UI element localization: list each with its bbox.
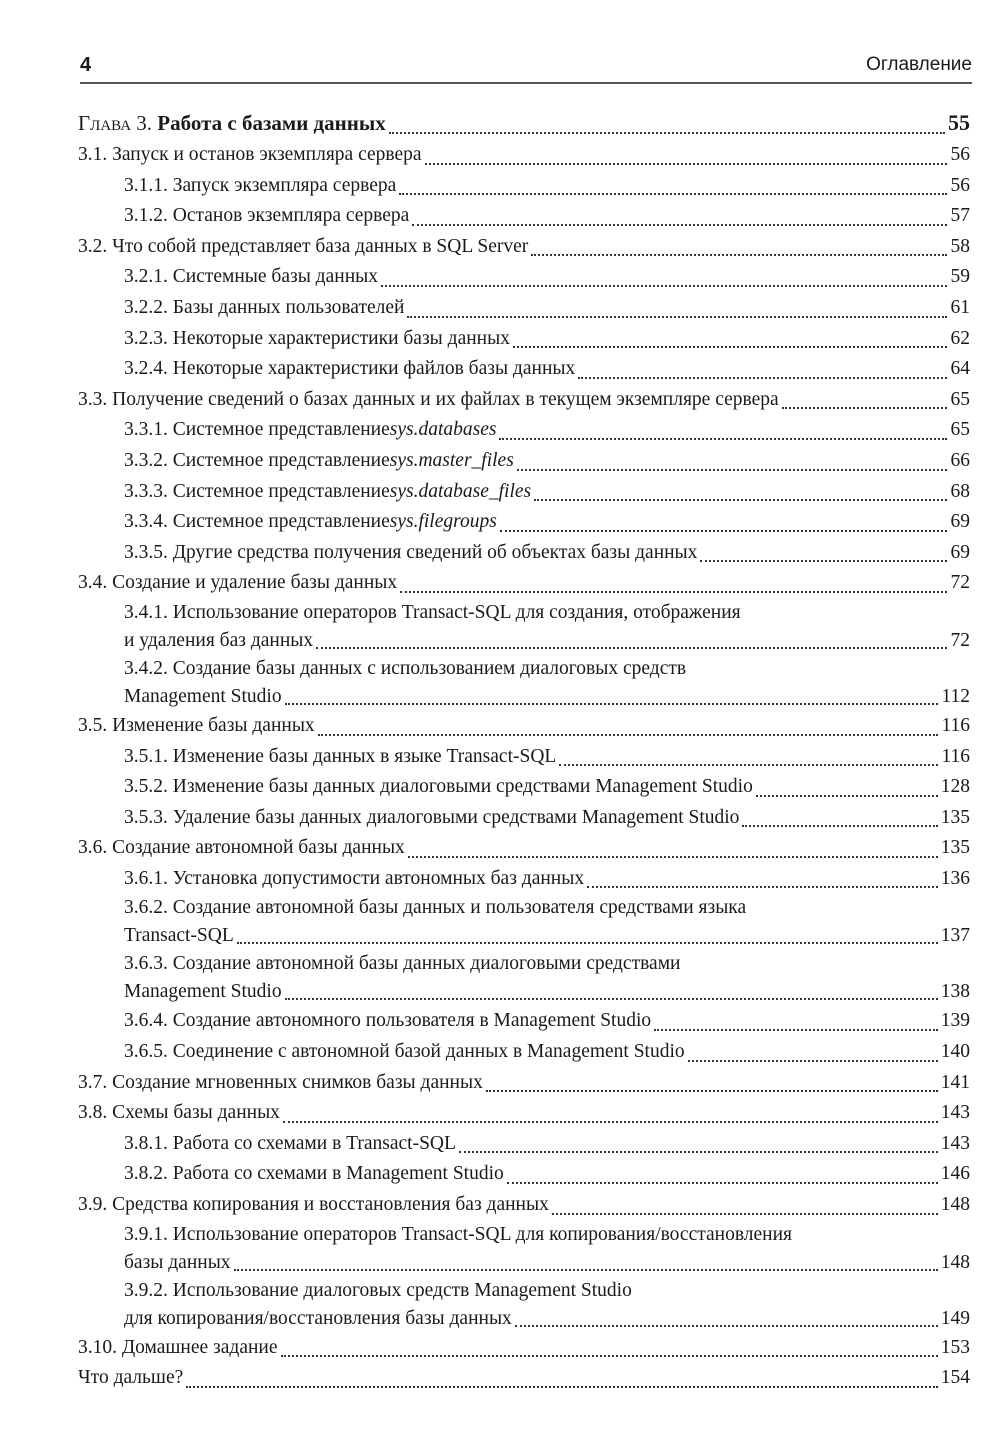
dot-leader (285, 998, 938, 1000)
toc-entry[interactable] (78, 538, 970, 569)
entry-page: 135 (940, 806, 970, 828)
entry-page: 69 (950, 541, 970, 563)
entry-page: 64 (950, 358, 970, 380)
entry-title: 3.1. Запуск и останов экземпляра сервера (78, 144, 422, 165)
entry-title: 3.10. Домашнее задание (78, 1336, 278, 1358)
page-number: 4 (80, 54, 92, 76)
entry-title: 3.3.3. Системное представление (124, 480, 390, 502)
dot-leader (399, 193, 947, 195)
dot-leader (500, 530, 947, 532)
entry-title-cont: базы данных (124, 1251, 231, 1273)
entry-title: 3.2.3. Некоторые характеристики базы данных (124, 327, 510, 349)
entry-title: 3.8.2. Работа со схемами в Management Studio (124, 1163, 504, 1185)
chapter-prefix: Глава 3. (78, 111, 153, 135)
entry-title: 3.6.4. Создание автономного пользователя в Management Studio (124, 1010, 652, 1032)
entry-title: 3.1.1. Запуск экземпляра сервера (124, 174, 397, 196)
entry-title: 3.2.2. Базы данных пользователей (124, 296, 405, 318)
entry-page: 57 (950, 205, 970, 227)
entry-title: 3.3. Получение сведений о базах данных и их файлах в текущем экземпляре сервера (78, 388, 779, 410)
entry-page: 136 (940, 867, 970, 889)
entry-page: 65 (950, 419, 970, 441)
entry-title: 3.6.3. Создание автономной базы данных диалоговыми средствами (124, 953, 681, 975)
toc-entry[interactable] (78, 1333, 970, 1364)
entry-title: 3.5.3. Удаление базы данных диалоговыми средствами Management Studio (124, 806, 740, 828)
toc-entry[interactable] (78, 140, 970, 171)
entry-title-italic: sys.databases (389, 419, 497, 441)
toc-entry[interactable] (78, 1363, 970, 1394)
toc-entry[interactable] (78, 711, 970, 742)
entry-page: 146 (940, 1163, 970, 1185)
entry-page: 140 (940, 1041, 970, 1063)
entry-title: 3.5.2. Изменение базы данных диалоговыми средствами Management Studio (124, 776, 753, 798)
entry-title: Что дальше? (78, 1367, 184, 1389)
entry-title: 3.2.1. Системные базы данных (124, 266, 378, 288)
entry-title: 3.8.1. Работа со схемами в Transact-SQL (124, 1132, 456, 1154)
dot-leader (517, 469, 947, 471)
toc-entry[interactable] (78, 1190, 970, 1221)
dot-leader (742, 825, 937, 827)
dot-leader (407, 316, 947, 318)
entry-page: 154 (940, 1367, 970, 1389)
dot-leader (425, 163, 947, 165)
toc-entry[interactable] (78, 742, 970, 773)
entry-title: 3.6.1. Установка допустимости автономных баз данных (124, 867, 585, 889)
entry-title-italic: sys.master_files (389, 449, 514, 471)
entry-page: 58 (950, 235, 970, 257)
entry-page: 137 (940, 925, 970, 947)
dot-leader (389, 132, 945, 134)
dot-leader (531, 254, 947, 256)
dot-leader (381, 285, 947, 287)
entry-page: 112 (941, 685, 970, 707)
toc-entry[interactable] (78, 262, 970, 293)
toc-entry[interactable] (78, 1221, 970, 1277)
entry-page: 65 (950, 388, 970, 410)
toc-entry[interactable] (78, 232, 970, 263)
entry-title: 3.2.4. Некоторые характеристики файлов базы данных (124, 358, 576, 380)
toc-entry[interactable] (78, 201, 970, 232)
table-of-contents (78, 106, 970, 1394)
entry-page: 149 (940, 1307, 970, 1329)
entry-title-cont: и удаления баз данных (124, 629, 314, 651)
dot-leader (318, 734, 939, 736)
entry-page: 66 (950, 449, 970, 471)
toc-entry[interactable] (78, 171, 970, 202)
toc-entry[interactable] (78, 1006, 970, 1037)
entry-page: 148 (940, 1251, 970, 1273)
entry-title: 3.4. Создание и удаление базы данных (78, 572, 398, 594)
entry-page: 116 (941, 745, 970, 767)
toc-entry[interactable] (78, 1068, 970, 1099)
dot-leader (515, 1325, 938, 1327)
toc-entry[interactable] (78, 1037, 970, 1068)
entry-page: 56 (950, 174, 970, 196)
entry-title: 3.3.2. Системное представление (124, 449, 390, 471)
toc-entry[interactable] (78, 415, 970, 446)
dot-leader (486, 1090, 938, 1092)
entry-title: 3.8. Схемы базы данных (78, 1102, 280, 1124)
toc-entry[interactable] (78, 864, 970, 895)
dot-leader (587, 886, 938, 888)
entry-page: 72 (950, 629, 970, 651)
entry-title: 3.1.2. Останов экземпляра сервера (124, 205, 410, 227)
dot-leader (756, 795, 938, 797)
dot-leader (186, 1386, 937, 1388)
entry-page: 138 (940, 981, 970, 1003)
dot-leader (559, 764, 938, 766)
dot-leader (513, 346, 947, 348)
toc-entry[interactable] (78, 803, 970, 834)
entry-title: 3.2. Что собой представляет база данных в SQL Server (78, 235, 529, 257)
toc-entry[interactable] (78, 446, 970, 477)
dot-leader (412, 224, 947, 226)
entry-title: 3.3.4. Системное представление (124, 511, 390, 533)
dot-leader (654, 1029, 938, 1031)
dot-leader (688, 1060, 938, 1062)
toc-entry[interactable] (78, 1159, 970, 1190)
entry-title-cont: Transact-SQL (124, 925, 234, 947)
toc-entry[interactable] (78, 477, 970, 508)
toc-entry[interactable] (78, 507, 970, 538)
dot-leader (507, 1182, 938, 1184)
entry-title: 3.9.2. Использование диалоговых средств Management Studio (124, 1279, 632, 1301)
entry-page: 69 (950, 511, 970, 533)
entry-title: 3.4.2. Создание базы данных с использованием диалоговых средств (124, 657, 687, 679)
dot-leader (285, 703, 939, 705)
entry-title: 3.4.1. Использование операторов Transact-SQL для создания, отображения (124, 601, 741, 623)
entry-page: 116 (941, 714, 970, 736)
chapter-page: 55 (948, 110, 970, 135)
dot-leader (578, 377, 947, 379)
dot-leader (782, 407, 947, 409)
dot-leader (499, 438, 947, 440)
entry-title-italic: sys.database_files (389, 480, 532, 502)
entry-page: 128 (940, 776, 970, 798)
entry-page: 153 (940, 1336, 970, 1358)
page-header (80, 52, 972, 84)
entry-title-cont: Management Studio (124, 685, 282, 707)
entry-page: 56 (950, 144, 970, 165)
toc-entry[interactable] (78, 385, 970, 416)
entry-title: 3.6. Создание автономной базы данных (78, 837, 405, 859)
dot-leader (408, 856, 938, 858)
entry-page: 143 (940, 1102, 970, 1124)
entry-title: 3.7. Создание мгновенных снимков базы данных (78, 1071, 483, 1093)
dot-leader (316, 647, 947, 649)
entry-page: 148 (940, 1194, 970, 1216)
entry-title: 3.9.1. Использование операторов Transact-SQL для копирования/восстановления (124, 1223, 793, 1245)
entry-page: 139 (940, 1010, 970, 1032)
entry-page: 59 (950, 266, 970, 288)
dot-leader (534, 499, 947, 501)
dot-leader (400, 591, 947, 593)
toc-entry[interactable] (78, 1098, 970, 1129)
toc-entry[interactable] (78, 772, 970, 803)
toc-entry[interactable] (78, 655, 970, 711)
dot-leader (459, 1151, 938, 1153)
toc-entry[interactable] (78, 833, 970, 864)
toc-entry[interactable] (78, 324, 970, 355)
toc-entry[interactable] (78, 354, 970, 385)
entry-title: 3.5. Изменение базы данных (78, 714, 315, 736)
dot-leader (237, 942, 938, 944)
toc-entry[interactable] (78, 1277, 970, 1333)
toc-entry[interactable] (78, 293, 970, 324)
running-title: Оглавление (866, 54, 972, 75)
toc-entry[interactable] (78, 950, 970, 1006)
entry-title: 3.3.5. Другие средства получения сведений об объектах базы данных (124, 541, 698, 563)
entry-page: 68 (950, 480, 970, 502)
entry-page: 62 (950, 327, 970, 349)
entry-title: 3.6.5. Соединение с автономной базой данных в Management Studio (124, 1041, 685, 1063)
dot-leader (700, 560, 947, 562)
entry-page: 141 (940, 1071, 970, 1093)
entry-title-cont: для копирования/восстановления базы данных (124, 1307, 512, 1329)
entry-page: 143 (940, 1132, 970, 1154)
entry-title: 3.3.1. Системное представление (124, 419, 390, 441)
entry-page: 61 (950, 296, 970, 318)
entry-title-italic: sys.filegroups (389, 511, 497, 533)
entry-page: 72 (950, 572, 970, 594)
entry-title: 3.6.2. Создание автономной базы данных и пользователя средствами языка (124, 897, 747, 919)
toc-entry[interactable] (78, 894, 970, 950)
toc-entry[interactable] (78, 1129, 970, 1160)
toc-entry[interactable] (78, 568, 970, 599)
toc-entry[interactable] (78, 599, 970, 655)
entry-title: 3.5.1. Изменение базы данных в языке Transact-SQL (124, 745, 557, 767)
entry-title-cont: Management Studio (124, 981, 282, 1003)
entry-title: 3.9. Средства копирования и восстановления баз данных (78, 1194, 549, 1216)
dot-leader (281, 1355, 938, 1357)
entry-page: 135 (940, 837, 970, 859)
toc-chapter-entry[interactable] (78, 106, 970, 140)
dot-leader (234, 1269, 938, 1271)
dot-leader (552, 1213, 938, 1215)
dot-leader (283, 1121, 938, 1123)
chapter-title: Работа с базами данных (157, 111, 386, 135)
